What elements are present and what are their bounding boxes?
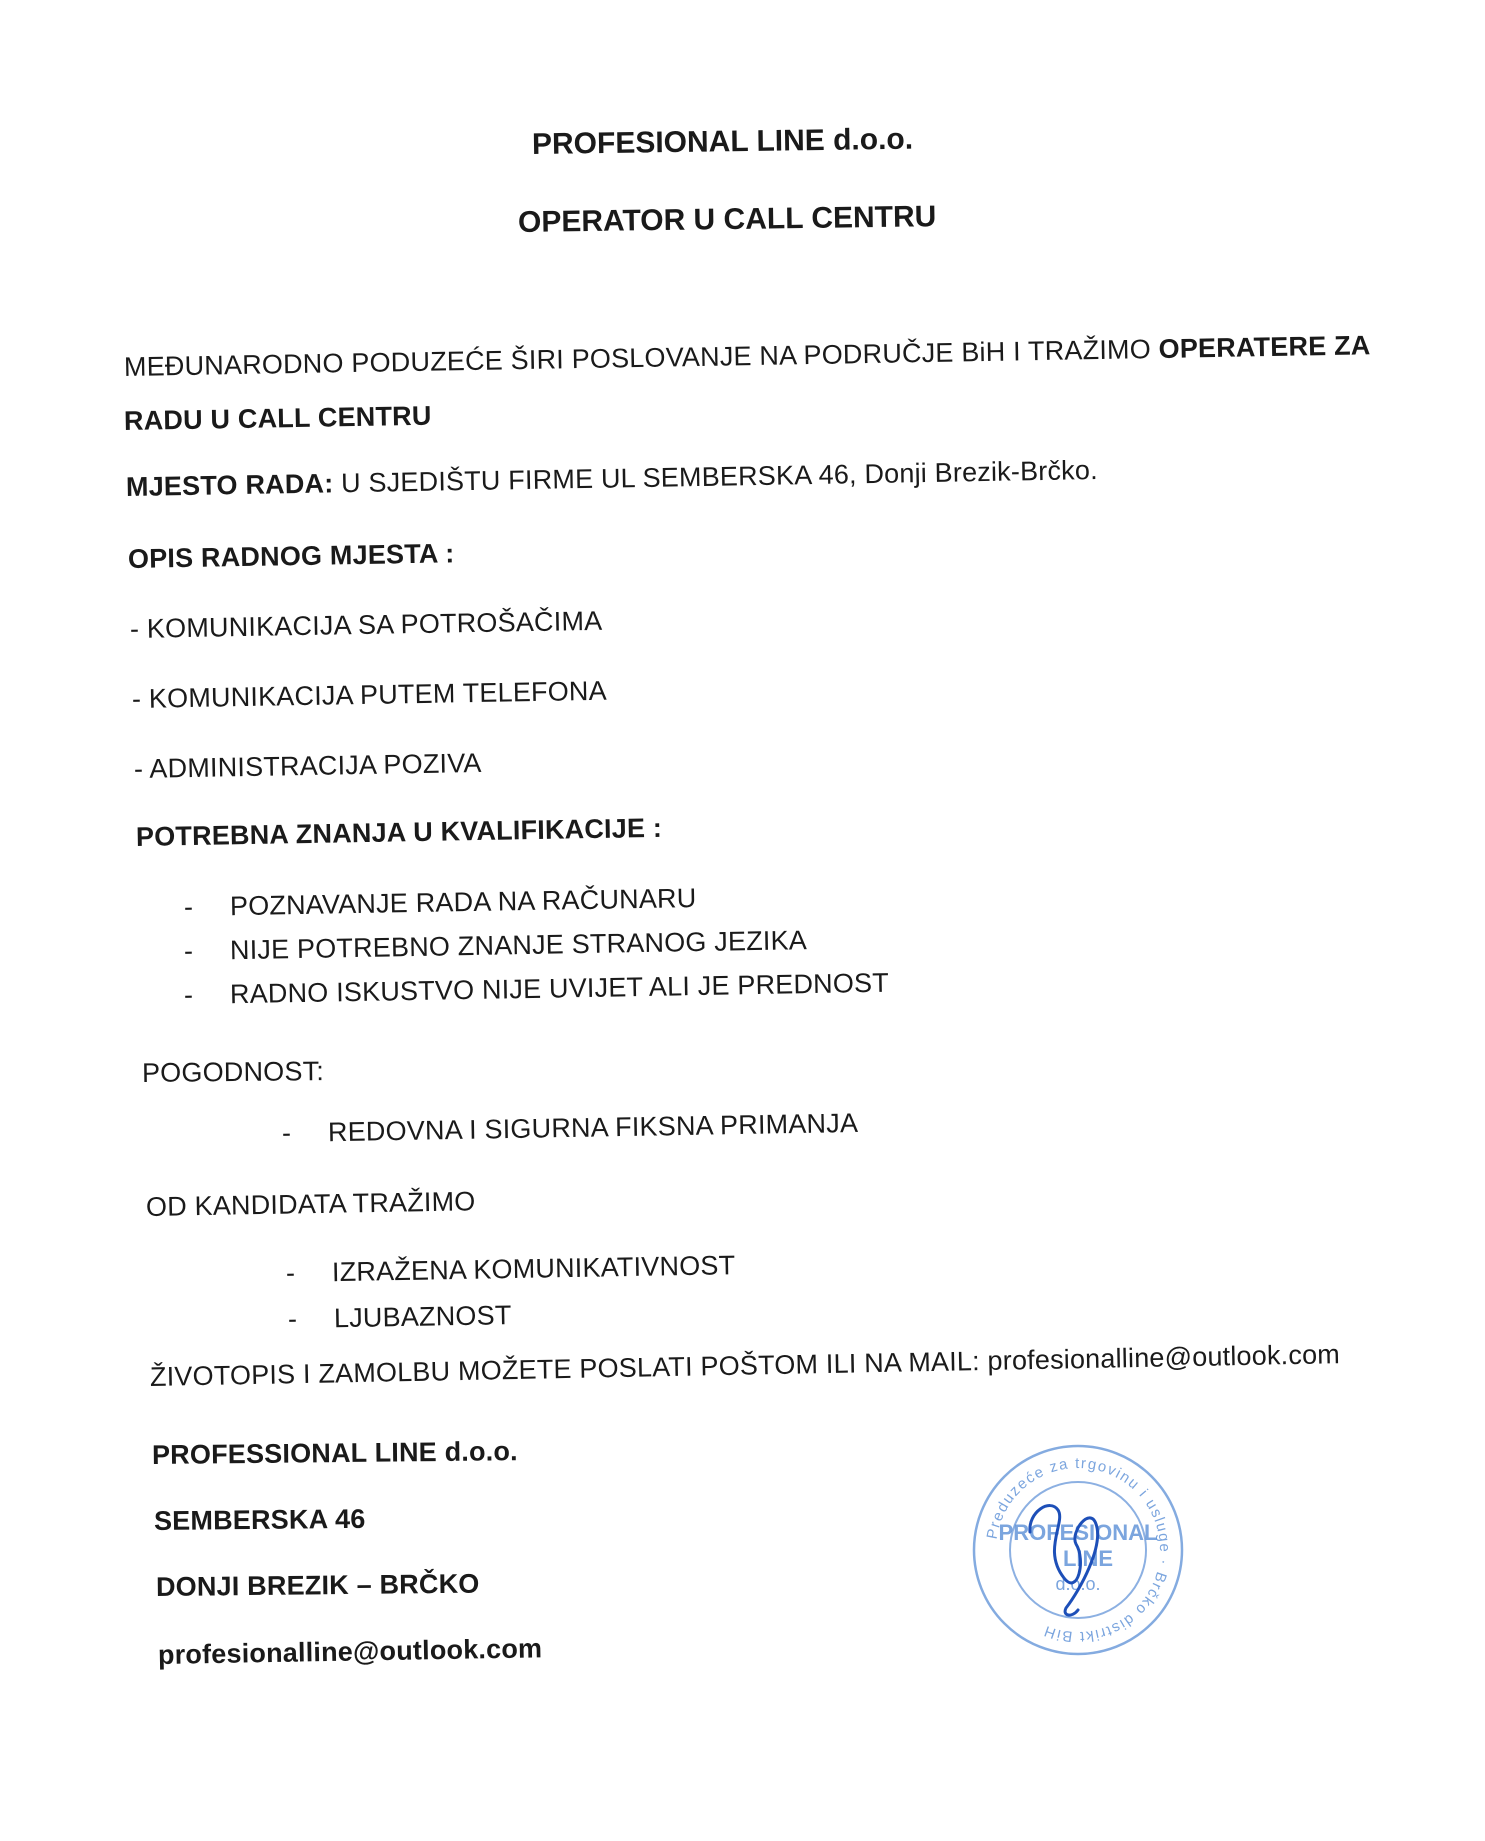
stamp-center-line2: LINE xyxy=(1062,1546,1114,1571)
intro-line-1 xyxy=(124,330,1371,383)
intro-bold-1: OPERATERE ZA xyxy=(1158,330,1371,364)
intro-text: MEĐUNARODNO PODUZEĆE ŠIRI POSLOVANJE NA PODRUČJE BiH I TRAŽIMO xyxy=(123,333,1159,382)
stamp-ring-text: Preduzeće za trgovinu i usluge · Brčko distrikt BiH xyxy=(983,1454,1174,1646)
contact-email: profesionalline@outlook.com xyxy=(157,1633,543,1670)
benefits-heading: POGODNOST: xyxy=(141,1056,325,1088)
contact-company: PROFESSIONAL LINE d.o.o. xyxy=(151,1436,518,1470)
candidate-item xyxy=(288,1300,512,1335)
bullet-dash: - xyxy=(183,979,194,1010)
location-label: MJESTO RADA: xyxy=(125,468,334,502)
bullet-dash: - xyxy=(183,891,194,922)
job-description-item: - ADMINISTRACIJA POZIVA xyxy=(133,747,482,784)
benefits-item-text: REDOVNA I SIGURNA FIKSNA PRIMANJA xyxy=(327,1107,859,1148)
contact-street: SEMBERSKA 46 xyxy=(153,1503,366,1536)
company-title: PROFESIONAL LINE d.o.o. xyxy=(531,122,914,161)
requirements-item-text: RADNO ISKUSTVO NIJE UVIJET ALI JE PREDNOST xyxy=(229,967,890,1010)
bullet-dash: - xyxy=(287,1303,298,1334)
contact-city: DONJI BREZIK – BRČKO xyxy=(155,1568,480,1602)
apply-text: ŽIVOTOPIS I ZAMOLBU MOŽETE POSLATI POŠTOM ILI NA MAIL: profesionalline@outlook.com xyxy=(149,1339,1341,1392)
candidate-item-text: IZRAŽENA KOMUNIKATIVNOST xyxy=(331,1250,736,1288)
requirements-item xyxy=(184,925,808,967)
requirements-item-text: NIJE POTREBNO ZNANJE STRANOG JEZIKA xyxy=(229,925,808,966)
position-title: OPERATOR U CALL CENTRU xyxy=(517,200,937,239)
stamp-center-line3: d.o.o. xyxy=(1055,1574,1101,1594)
bullet-dash: - xyxy=(281,1117,292,1148)
job-description-item: - KOMUNIKACIJA PUTEM TELEFONA xyxy=(131,675,608,714)
requirements-item xyxy=(184,883,697,923)
benefits-item xyxy=(282,1108,859,1149)
requirements-item-text: POZNAVANJE RADA NA RAČUNARU xyxy=(229,883,697,922)
bullet-dash: - xyxy=(183,935,194,966)
candidate-heading: OD KANDIDATA TRAŽIMO xyxy=(145,1186,476,1222)
intro-line-2: RADU U CALL CENTRU xyxy=(123,400,432,436)
job-description-heading: OPIS RADNOG MJESTA : xyxy=(127,538,455,574)
bullet-dash: - xyxy=(285,1257,296,1288)
requirements-item xyxy=(184,968,889,1011)
stamp-center-line1: PROFESIONAL xyxy=(998,1520,1158,1545)
job-description-item: - KOMUNIKACIJA SA POTROŠAČIMA xyxy=(129,605,603,644)
candidate-item-text: LJUBAZNOST xyxy=(333,1300,512,1334)
company-stamp xyxy=(968,1440,1188,1660)
candidate-item xyxy=(286,1250,736,1289)
location-value: U SJEDIŠTU FIRME UL SEMBERSKA 46, Donji Brezik-Brčko. xyxy=(333,455,1099,499)
requirements-heading: POTREBNA ZNANJA U KVALIFIKACIJE : xyxy=(135,812,663,852)
location-line xyxy=(126,455,1098,503)
